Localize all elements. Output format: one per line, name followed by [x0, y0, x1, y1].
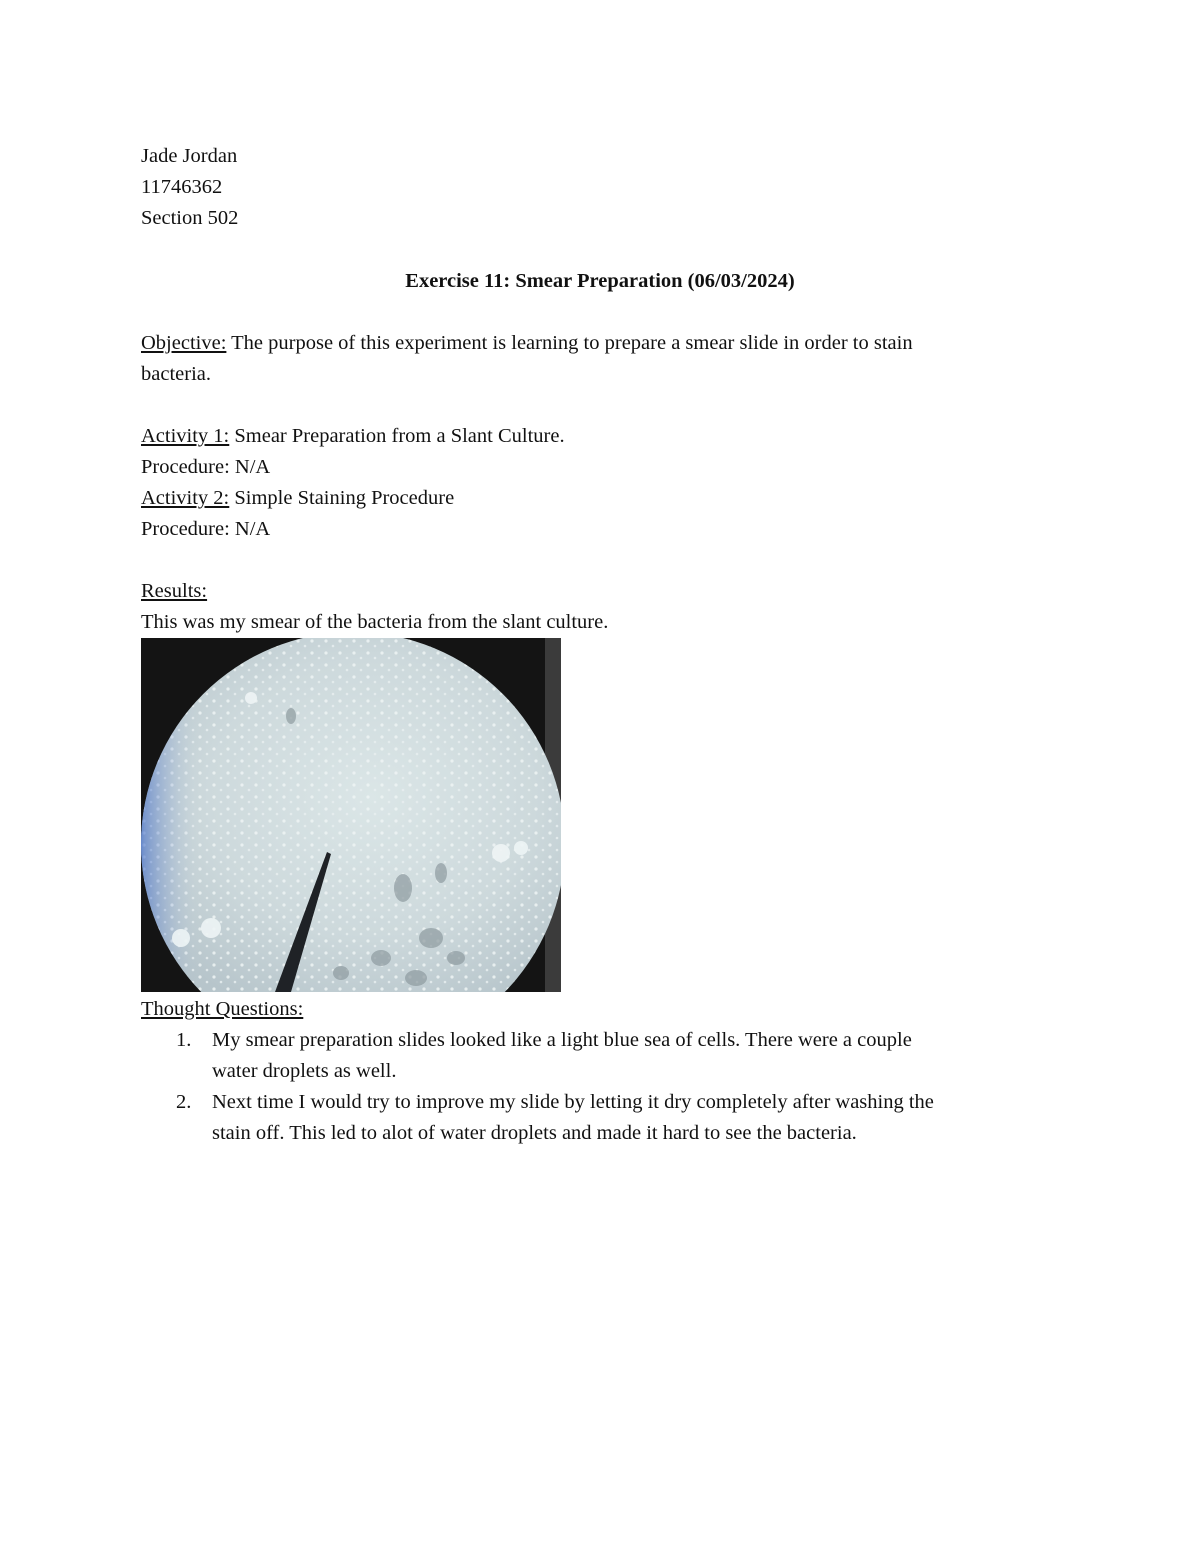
list-item: [141, 1025, 1061, 1087]
activity-2-text: Simple Staining Procedure: [234, 487, 455, 509]
activity-1-label: Activity 1:: [141, 425, 230, 447]
list-item-number: 1.: [176, 1029, 192, 1051]
list-item-line: stain off. This led to alot of water droplets and made it hard to see the bacteria.: [212, 1122, 857, 1144]
activity-1-text: Smear Preparation from a Slant Culture.: [234, 425, 565, 447]
list-item-line: Next time I would try to improve my slide by letting it dry completely after washing the: [212, 1091, 934, 1113]
activity-1: [141, 421, 565, 452]
student-id: 11746362: [141, 176, 223, 198]
results-label: Results:: [141, 580, 208, 602]
objective-line-2: bacteria.: [141, 363, 211, 385]
activity-2-procedure: Procedure: N/A: [141, 518, 271, 540]
objective-text: The purpose of this experiment is learning to prepare a smear slide in order to stain: [231, 332, 913, 354]
microscope-image: [141, 638, 561, 992]
activity-1-procedure: Procedure: N/A: [141, 456, 271, 478]
results-caption: This was my smear of the bacteria from the slant culture.: [141, 611, 609, 633]
page-title: Exercise 11: Smear Preparation (06/03/2024): [405, 270, 795, 292]
list-item-number: 2.: [176, 1091, 192, 1113]
student-name: Jade Jordan: [141, 145, 238, 167]
objective-line-1: [141, 328, 913, 359]
thought-questions-list: [141, 1025, 1061, 1149]
activity-2: [141, 483, 454, 514]
list-item-line: My smear preparation slides looked like a light blue sea of cells. There were a couple: [212, 1029, 912, 1051]
list-item: [141, 1087, 1061, 1149]
activity-2-label: Activity 2:: [141, 487, 230, 509]
thought-questions-label: Thought Questions:: [141, 998, 304, 1020]
list-item-line: water droplets as well.: [212, 1060, 397, 1082]
objective-label: Objective:: [141, 332, 227, 354]
section-number: Section 502: [141, 207, 239, 229]
